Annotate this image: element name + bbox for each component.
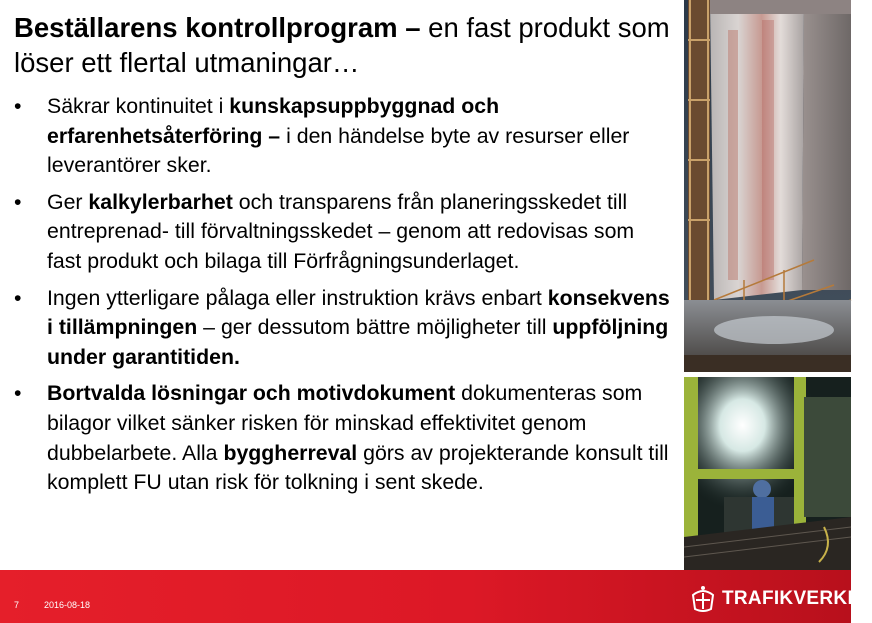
bullet-bold: byggherreval [223,440,358,465]
bullet-bold: konsekvens i tillämpningen [47,285,670,340]
trafikverket-logo [690,584,872,614]
bullet-bold: uppföljning under garantitiden. [47,315,669,369]
bullet-marker: • [14,285,22,310]
bullet-text: i den händelse byte av resurser eller leverantörer sker. [47,123,630,178]
worker-plant-image [684,377,851,570]
bullet-text: Ingen ytterligare pålaga eller instruktion krävs enbart [47,285,548,310]
bridge-pier-photo [684,0,851,372]
title-rest: en fast produkt som löser ett flertal utmaningar… [14,12,670,78]
footer-date: 2016-08-18 [44,600,91,610]
bullet-text: och transparens från planeringsskedet till entreprenad- till förvaltningsskedet – genom att redovisas som fast produkt och bilaga till Förfrågningsunderlaget. [47,189,635,273]
bullet-item [14,188,674,277]
bullet-bold: Bortvalda lösningar och motivdokument [47,381,456,406]
bridge-pier-image [684,0,851,372]
bullet-marker: • [14,381,22,406]
bullet-text: Säkrar kontinuitet i [47,94,230,118]
logo-text: TRAFIKVERKET [722,588,872,609]
footer-bar [0,570,872,623]
bullet-text: görs av projekterande konsult till komplett FU utan risk för tolkning i sent skede. [47,440,669,495]
worker-plant-photo [684,377,851,570]
bullet-bold: kalkylerbarhet [88,189,233,214]
bullet-bold: kunskapsuppbyggnad och erfarenhetsåterföring – [47,94,500,148]
slide-title [14,10,679,80]
bullet-text: Ger [47,189,89,214]
bullet-marker: • [14,189,22,214]
bullet-text: dokumenteras som bilagor vilket sänker risken för minskad effektivitet genom dubbelarbete. Alla [47,381,643,465]
bullet-item [14,379,674,497]
title-bold: Beställarens kontrollprogram – [14,12,421,43]
bullet-item [14,92,674,181]
bullet-list [14,92,674,505]
crown-emblem-icon [690,585,716,613]
bullet-marker: • [14,94,22,118]
bullet-item [14,284,674,373]
bullet-text: – ger dessutom bättre möjligheter till [197,315,553,340]
page-number: 7 [14,600,20,610]
